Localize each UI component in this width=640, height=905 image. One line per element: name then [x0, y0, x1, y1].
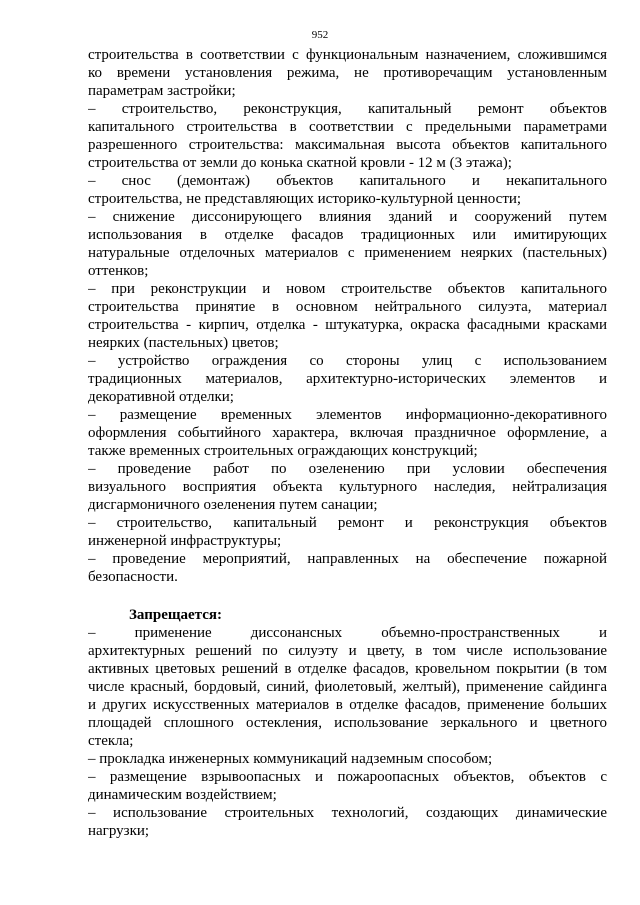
text2-line: – использование строительных технологий, создающих динамические [88, 805, 607, 821]
text-line: – строительство, реконструкция, капитальный ремонт объектов [88, 101, 607, 117]
text-line: визуального восприятия объекта культурного наследия, нейтрализация [88, 479, 607, 495]
text-line: безопасности. [88, 569, 178, 585]
text2-line: – применение диссонансных объемно-пространственных и [88, 625, 607, 641]
text-line: – снос (демонтаж) объектов капитального и некапитального [88, 173, 607, 189]
text-line: строительства от земли до конька скатной кровли - 12 м (3 этажа); [88, 155, 512, 171]
text-line: использования в отделке фасадов традиционных или имитирующих [88, 227, 607, 243]
text-line: – устройство ограждения со стороны улиц с использованием [88, 353, 607, 369]
text-line: традиционных материалов, архитектурно-исторических элементов и [88, 371, 607, 387]
text-line: параметрам застройки; [88, 83, 236, 99]
text2-line: – размещение взрывоопасных и пожароопасных объектов, объектов с [88, 769, 607, 785]
text2-line: площадей сплошного остекления, использование зеркального и цветного [88, 715, 607, 731]
text-line: строительства - кирпич, отделка - штукатурка, окраска фасадными красками [88, 317, 607, 333]
text-line: декоративной отделки; [88, 389, 234, 405]
text2-line: и других искусственных материалов в отделке фасадов, применение больших [88, 697, 607, 713]
text-line: строительства в соответствии с функциональным назначением, сложившимся [88, 47, 607, 63]
text-line: – при реконструкции и новом строительстве объектов капитального [88, 281, 607, 297]
text-line: оттенков; [88, 263, 149, 279]
text-line: – проведение работ по озеленению при условии обеспечения [88, 461, 607, 477]
text-line: неярких (пастельных) цветов; [88, 335, 279, 351]
text2-line: активных цветовых решений в отделке фасадов, кровельном покрытии (в том [88, 661, 607, 677]
text-line: – снижение диссонирующего влияния зданий и сооружений путем [88, 209, 607, 225]
text-line: – проведение мероприятий, направленных на обеспечение пожарной [88, 551, 607, 567]
text-line: капитального строительства в соответствии с предельными параметрами [88, 119, 607, 135]
text-line: строительства, не представляющих историко-культурной ценности; [88, 191, 522, 207]
section-heading-prohibited: Запрещается: [129, 607, 223, 623]
text2-line: – прокладка инженерных коммуникаций надземным способом; [88, 751, 493, 767]
text-line: инженерной инфраструктуры; [88, 533, 282, 549]
text2-line: нагрузки; [88, 823, 150, 839]
page-number: 952 [311, 29, 329, 41]
text-line: – размещение временных элементов информационно-декоративного [88, 407, 607, 423]
document-body [88, 46, 607, 840]
text-line: – строительство, капитальный ремонт и реконструкция объектов [88, 515, 607, 531]
permitted-list [88, 46, 607, 586]
text-line: оформления событийного характера, включая праздничное оформление, а [88, 425, 607, 441]
text2-line: числе красный, бордовый, синий, фиолетовый, желтый), применение сайдинга [88, 679, 607, 695]
section-gap [88, 586, 607, 606]
text-line: ко времени установления режима, не противоречащим установленным [88, 65, 607, 81]
text2-line: динамическим воздействием; [88, 787, 277, 803]
text-line: натуральные отделочных материалов с применением неярких (пастельных) [88, 245, 607, 261]
text-line: также временных строительных ограждающих конструкций; [88, 443, 478, 459]
text-line: строительства принятие в основном нейтрального силуэта, материал [88, 299, 607, 315]
text-line: дисгармоничного озеленения путем санации; [88, 497, 378, 513]
prohibited-list [88, 624, 607, 840]
text2-line: архитектурных решений по силуэту и цвету, в том числе использование [88, 643, 607, 659]
text2-line: стекла; [88, 733, 134, 749]
text-line: разрешенного строительства: максимальная высота объектов капитального [88, 137, 607, 153]
